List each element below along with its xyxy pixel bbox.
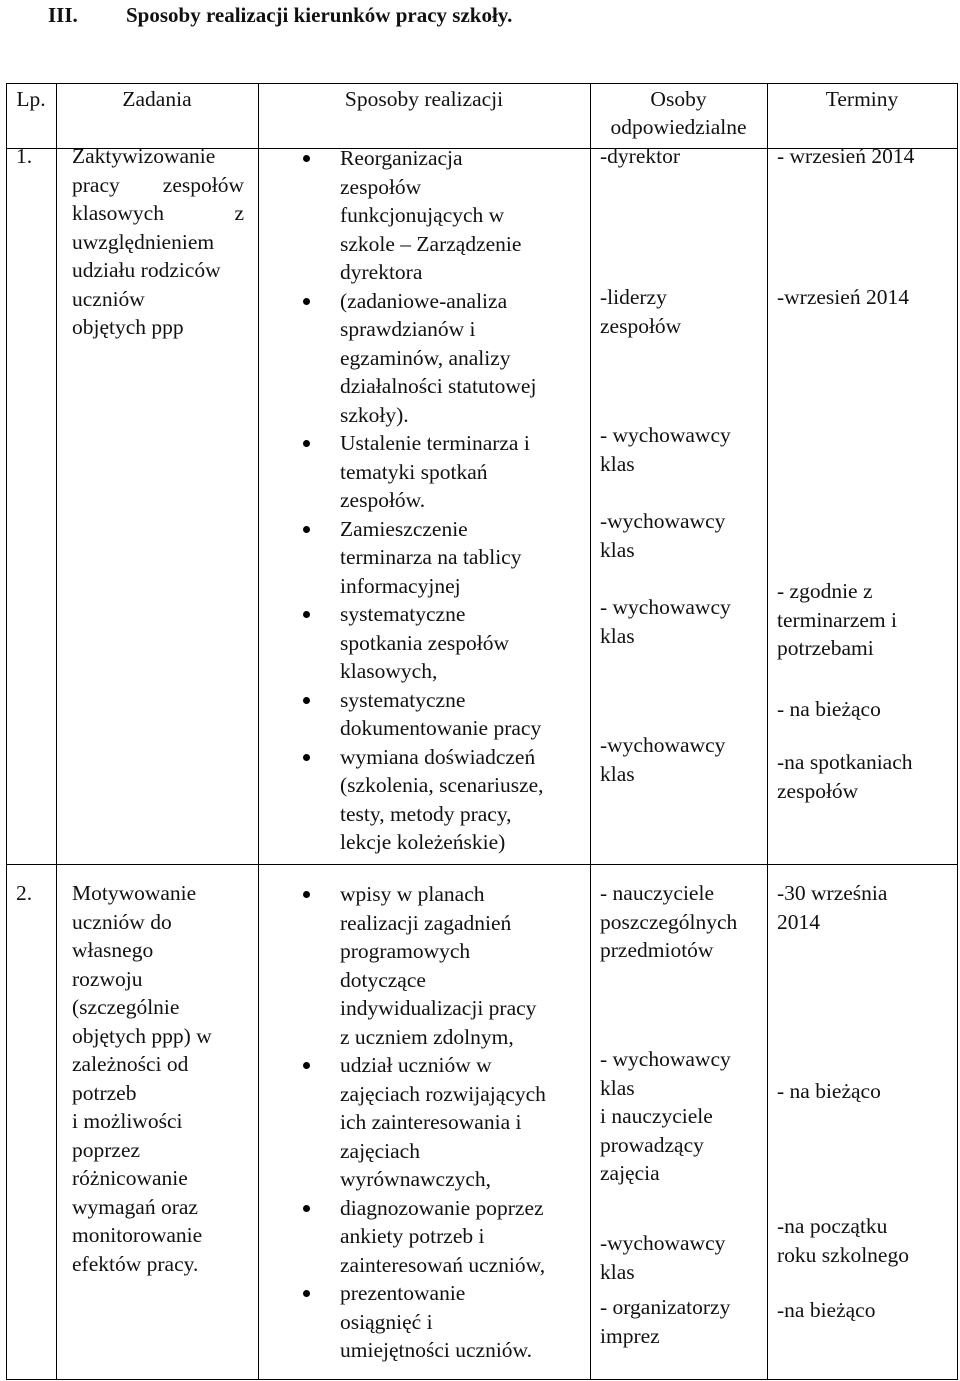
text-line: osiągnięć i — [340, 1309, 433, 1334]
text-line: dotyczące — [340, 967, 426, 992]
text-line: własnego — [72, 938, 154, 962]
text-line: potrzeb — [72, 1080, 137, 1105]
text-line: - wychowawcy — [600, 595, 731, 619]
text-line: systematyczne — [340, 602, 466, 626]
list-item — [340, 743, 585, 857]
text-line: 2014 — [777, 909, 820, 934]
termin-entry — [777, 879, 887, 936]
section-number: III. — [48, 3, 78, 27]
text-line: - wychowawcy — [600, 1047, 731, 1071]
text-line: wpisy w planach — [340, 882, 485, 906]
text-line: zespołów. — [340, 488, 426, 512]
text-line: poszczególnych — [600, 909, 738, 934]
list-item — [340, 1194, 585, 1280]
text-line: egzaminów, analizy — [340, 345, 511, 370]
text-line: dokumentowanie pracy — [340, 716, 542, 740]
osoby-entry — [600, 1229, 725, 1286]
text-line: zajęcia — [600, 1161, 660, 1185]
text-line: klas — [600, 451, 635, 476]
header-terminy: Terminy — [825, 87, 899, 111]
text-line: zespołów — [777, 778, 859, 803]
col-border — [590, 83, 591, 1380]
text-line: indywidualizacji pracy — [340, 996, 537, 1020]
text-line: - nauczyciele — [600, 881, 714, 905]
text-line: wyrównawczych, — [340, 1167, 492, 1191]
bullet-icon — [303, 526, 310, 533]
bullet-icon — [303, 298, 310, 305]
row1-sposoby — [340, 144, 585, 857]
row2-terminy — [777, 83, 955, 1379]
termin-entry — [777, 1077, 881, 1106]
text-line: szkole – Zarządzenie — [340, 231, 522, 256]
text-line: -wychowawcy — [600, 733, 726, 757]
text-line: zespołów — [340, 174, 422, 199]
text-line: (zadaniowe-analiza — [340, 288, 508, 313]
text-line: prezentowanie — [340, 1281, 466, 1305]
text-line: rozwoju — [72, 966, 143, 991]
text-line: ich zainteresowania i — [340, 1110, 522, 1134]
text-line: działalności statutowej — [340, 374, 537, 398]
text-line: -wychowawcy — [600, 509, 726, 533]
text-line: klasowych z — [72, 201, 244, 225]
text-line: różnicowanie — [72, 1166, 188, 1190]
text-line: -30 września — [777, 881, 888, 905]
table-border-bottom — [6, 1379, 958, 1380]
text-line: Zaktywizowanie — [72, 144, 216, 168]
text-line: zajęciach — [340, 1138, 420, 1163]
bullet-icon — [303, 1062, 310, 1069]
text-line: udziału rodziców — [72, 258, 221, 282]
text-line: roku szkolnego — [777, 1242, 909, 1267]
text-line: testy, metody pracy, — [340, 801, 512, 826]
text-line: -na bieżąco — [777, 1298, 876, 1322]
text-line: uczniów — [72, 286, 145, 311]
bullet-icon — [303, 1290, 310, 1297]
bullet-icon — [303, 1205, 310, 1212]
osoby-entry — [600, 1293, 730, 1350]
list-item — [340, 686, 585, 743]
text-line: klas — [600, 1259, 635, 1284]
text-line: - organizatorzy — [600, 1295, 731, 1319]
text-line: sprawdzianów i — [340, 317, 476, 341]
row2-osoby — [600, 83, 764, 1379]
text-line: zajęciach rozwijających — [340, 1081, 546, 1106]
text-line: objętych ppp) w — [72, 1023, 212, 1048]
osoby-entry — [600, 879, 737, 965]
text-line: potrzebami — [777, 636, 874, 660]
text-line: imprez — [600, 1323, 660, 1348]
text-line: klas — [600, 761, 635, 786]
list-item — [340, 880, 585, 1051]
text-line: - wychowawcy — [600, 423, 731, 447]
text-line: i możliwości — [72, 1109, 183, 1133]
text-line: (szkolenia, scenariusze, — [340, 773, 544, 797]
text-line: prowadzący — [600, 1132, 704, 1157]
row1-lp: 1. — [16, 144, 33, 168]
col-border — [767, 83, 768, 1380]
bullet-icon — [303, 440, 310, 447]
text-line: klas — [600, 537, 635, 562]
text-line: poprzez — [72, 1137, 141, 1162]
text-line: zależności od — [72, 1052, 189, 1076]
text-line: efektów pracy. — [72, 1251, 199, 1276]
text-line: z uczniem zdolnym, — [340, 1024, 514, 1049]
text-line: przedmiotów — [600, 938, 714, 962]
text-line: uwzględnieniem — [72, 229, 215, 254]
text-line: tematyki spotkań — [340, 459, 488, 484]
text-line: udział uczniów w — [340, 1053, 492, 1077]
text-line: -dyrektor — [600, 144, 680, 168]
text-line: pracy zespołów — [72, 172, 244, 197]
text-line: klasowych, — [340, 659, 438, 683]
text-line: - na bieżąco — [777, 697, 881, 721]
list-item — [340, 429, 585, 515]
text-line: informacyjnej — [340, 573, 461, 598]
text-line: -liderzy — [600, 285, 667, 309]
list-item — [340, 144, 585, 287]
text-line: -wychowawcy — [600, 1231, 726, 1255]
text-line: -na spotkaniach — [777, 750, 913, 774]
text-line: ankiety potrzeb i — [340, 1224, 485, 1248]
list-item — [340, 515, 585, 601]
text-line: wymiana doświadczeń — [340, 744, 536, 769]
osoby-entry — [600, 1045, 731, 1188]
text-line: Motywowanie — [72, 881, 197, 905]
bullet-icon — [303, 754, 310, 761]
text-line: programowych — [340, 939, 471, 963]
text-line: systematyczne — [340, 687, 466, 712]
text-line: uczniów do — [72, 909, 172, 934]
row1-zadania — [72, 142, 244, 342]
text-line: - wrzesień 2014 — [777, 144, 915, 168]
col-border — [6, 83, 7, 1380]
text-line: zespołów — [600, 313, 682, 338]
bullet-icon — [303, 891, 310, 898]
text-line: - na bieżąco — [777, 1079, 881, 1103]
text-line: (szczególnie — [72, 995, 180, 1019]
text-line: Zamieszczenie — [340, 516, 468, 541]
text-line: Ustalenie terminarza i — [340, 431, 530, 455]
header-osoby-line1: Osoby — [650, 87, 707, 111]
text-line: umiejętności uczniów. — [340, 1338, 533, 1362]
text-line: terminarzem i — [777, 607, 897, 632]
termin-entry — [777, 1212, 909, 1269]
termin-entry — [777, 1296, 875, 1325]
plan-table — [6, 83, 958, 1380]
header-zadania: Zadania — [122, 87, 192, 111]
text-line: diagnozowanie poprzez — [340, 1195, 544, 1220]
text-line: - zgodnie z — [777, 579, 873, 603]
text-line: terminarza na tablicy — [340, 545, 522, 569]
text-line: zainteresowań uczniów, — [340, 1252, 546, 1277]
list-item — [340, 600, 585, 686]
bullet-icon — [303, 155, 310, 162]
header-sposoby: Sposoby realizacji — [344, 87, 504, 111]
list-item — [340, 1279, 585, 1365]
text-line: objętych ppp — [72, 315, 184, 339]
bullet-icon — [303, 611, 310, 618]
header-lp: Lp. — [16, 87, 46, 111]
text-line: spotkania zespołów — [340, 630, 509, 655]
list-item — [340, 1051, 585, 1194]
bullet-icon — [303, 697, 310, 704]
text-line: -na początku — [777, 1214, 888, 1238]
col-border — [56, 83, 57, 1380]
col-border — [258, 83, 259, 1380]
text-line: klas — [600, 623, 635, 648]
text-line: Reorganizacja — [340, 146, 463, 170]
text-line: szkoły). — [340, 402, 409, 427]
text-line: i nauczyciele — [600, 1104, 713, 1128]
section-title: Sposoby realizacji kierunków pracy szkoły. — [126, 3, 513, 27]
text-line: monitorowanie — [72, 1223, 203, 1247]
text-line: realizacji zagadnień — [340, 910, 512, 935]
text-line: klas — [600, 1075, 635, 1100]
text-line: dyrektora — [340, 260, 423, 284]
col-border — [957, 83, 958, 1380]
row2-sposoby — [340, 880, 585, 1365]
header-osoby-line2: odpowiedzialne — [610, 115, 747, 139]
row2-zadania — [72, 879, 244, 1278]
text-line: lekcje koleżeńskie) — [340, 830, 506, 854]
text-line: funkcjonujących w — [340, 203, 505, 227]
list-item — [340, 287, 585, 430]
row2-lp: 2. — [16, 881, 33, 905]
text-line: -wrzesień 2014 — [777, 285, 909, 309]
text-line: wymagań oraz — [72, 1194, 198, 1219]
